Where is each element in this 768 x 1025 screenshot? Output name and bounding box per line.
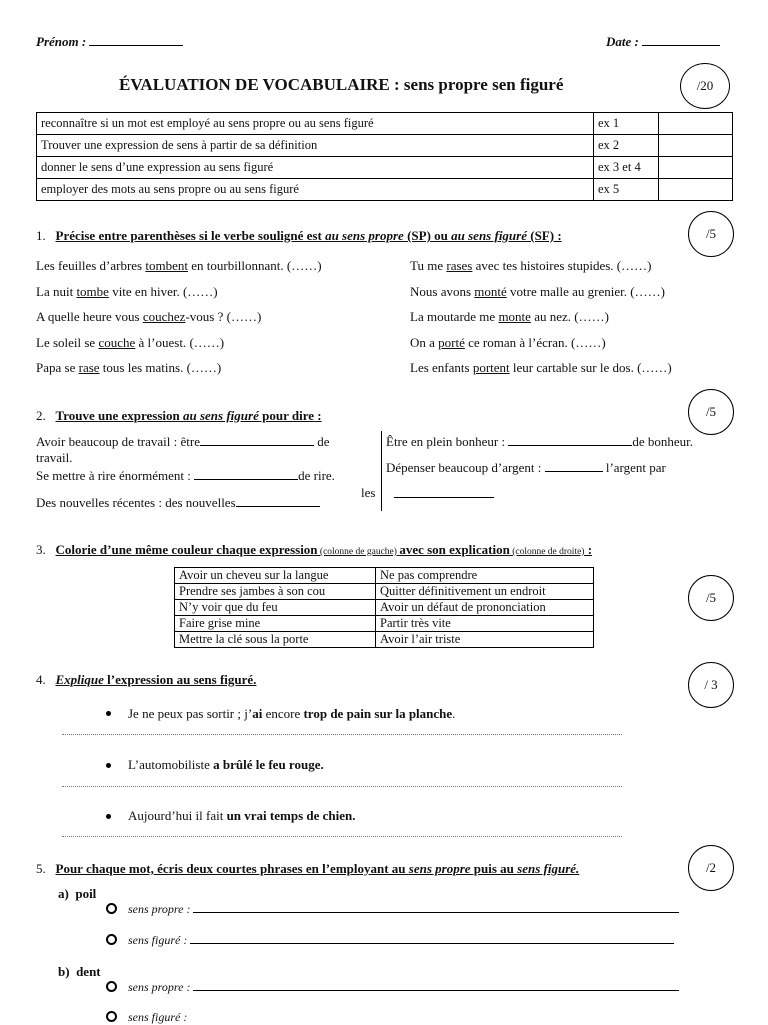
ex5-word-b: b) dent xyxy=(58,964,101,979)
answer-blank[interactable]: (……) xyxy=(186,360,222,375)
objective-ex: ex 3 et 4 xyxy=(594,157,659,179)
expression-cell[interactable]: Avoir un cheveu sur la langue xyxy=(175,568,376,584)
ex2-answer-4[interactable] xyxy=(508,445,632,446)
ex2-item-3-end: les xyxy=(361,485,376,500)
explanation-cell[interactable]: Ne pas comprendre xyxy=(376,568,594,584)
ex2-answer-5[interactable] xyxy=(545,471,603,472)
ex1-heading: 1. Précise entre parenthèses si le verbe souligné est au sens propre (SP) ou au sens figuré (SF) : xyxy=(36,228,562,243)
expression-cell[interactable]: Mettre la clé sous la porte xyxy=(175,632,376,648)
date-label: Date : xyxy=(606,34,720,50)
underlined-verb: couchez xyxy=(142,309,186,324)
ex5-heading: 5. Pour chaque mot, écris deux courtes phrases en l’employant au sens propre puis au sens figuré. xyxy=(36,861,580,876)
answer-blank[interactable]: (……) xyxy=(630,283,665,299)
ex4-answer-line-3[interactable] xyxy=(62,836,622,837)
ex5-a-propre-line[interactable] xyxy=(193,912,679,913)
ex1-sentence: On a porté ce roman à l’écran. (……) xyxy=(410,334,606,350)
ex5-a-figure: sens figuré : xyxy=(128,933,674,948)
ex2-item-1: Avoir beaucoup de travail : être de xyxy=(36,434,330,449)
ex5-title: Pour chaque mot, écris deux courtes phrases en l’employant au sens propre puis au sens figuré. xyxy=(55,861,580,876)
ex2-heading: 2. Trouve une expression au sens figuré pour dire : xyxy=(36,408,322,423)
answer-blank[interactable]: (……) xyxy=(574,309,609,324)
objective-ex: ex 5 xyxy=(594,179,659,201)
ex1-left-column xyxy=(36,258,322,386)
answer-blank[interactable]: (……) xyxy=(226,309,262,324)
ex1-sentence: Les feuilles d’arbres tombent en tourbillonnant. (……) xyxy=(36,258,322,273)
table-row xyxy=(37,179,733,201)
ex1-sentence: La nuit tombe vite en hiver. (……) xyxy=(36,283,218,299)
ex1-right-column xyxy=(410,258,672,386)
objective-ex: ex 1 xyxy=(594,113,659,135)
expression-cell[interactable]: Prendre ses jambes à son cou xyxy=(175,584,376,600)
ex5-b-propre-line[interactable] xyxy=(193,990,679,991)
circle-bullet-icon xyxy=(106,1011,117,1022)
explanation-cell[interactable]: Avoir l’air triste xyxy=(376,632,594,648)
bullet-icon xyxy=(106,711,111,716)
ex4-heading: 4. Explique l’expression au sens figuré. xyxy=(36,672,257,687)
objective-ex: ex 2 xyxy=(594,135,659,157)
underlined-verb: monté xyxy=(474,283,507,299)
ex4-item-2: L’automobiliste a brûlé le feu rouge. xyxy=(128,757,324,772)
objectives-table xyxy=(36,112,733,201)
ex4-item-1: Je ne peux pas sortir ; j’ai encore trop de pain sur la planche. xyxy=(128,706,456,721)
ex5-b-figure: sens figuré : xyxy=(128,1010,188,1024)
ex1-sentence: Nous avons monté votre malle au grenier. (……) xyxy=(410,283,665,299)
table-row xyxy=(175,632,594,648)
underlined-verb: rases xyxy=(446,258,473,273)
ex5-score-circle: /2 xyxy=(688,845,734,891)
underlined-verb: porté xyxy=(438,334,465,350)
ex3-score-circle: /5 xyxy=(688,575,734,621)
ex4-score-circle: / 3 xyxy=(688,662,734,708)
ex2-answer-1[interactable] xyxy=(200,445,314,446)
answer-blank[interactable]: (……) xyxy=(616,258,652,273)
table-row xyxy=(37,135,733,157)
ex3-title: Colorie d’une même couleur chaque expression (colonne de gauche) avec son explication (colonne de droite) : xyxy=(55,542,593,557)
ex2-item-4: Être en plein bonheur : de bonheur. xyxy=(386,434,694,449)
answer-blank[interactable]: (……) xyxy=(182,283,218,299)
ex4-answer-line-1[interactable] xyxy=(62,734,622,735)
circle-bullet-icon xyxy=(106,981,117,992)
answer-blank[interactable]: (……) xyxy=(571,334,606,350)
explanation-cell[interactable]: Quitter définitivement un endroit xyxy=(376,584,594,600)
ex2-item-2: Se mettre à rire énormément : de rire. xyxy=(36,468,335,483)
underlined-verb: portent xyxy=(472,360,510,375)
circle-bullet-icon xyxy=(106,903,117,914)
objective-score-cell[interactable] xyxy=(659,135,733,157)
table-row xyxy=(175,568,594,584)
ex2-answer-2[interactable] xyxy=(194,479,298,480)
underlined-verb: couche xyxy=(98,334,136,350)
objective-score-cell[interactable] xyxy=(659,179,733,201)
ex1-sentence: Tu me rases avec tes histoires stupides. (……) xyxy=(410,258,652,273)
prenom-label: Prénom : xyxy=(36,34,183,50)
objective-text: donner le sens d’une expression au sens figuré xyxy=(37,157,594,179)
objective-text: reconnaître si un mot est employé au sens propre ou au sens figuré xyxy=(37,113,594,135)
expression-cell[interactable]: Faire grise mine xyxy=(175,616,376,632)
bullet-icon xyxy=(106,763,111,768)
ex2-item-5-line xyxy=(394,486,494,502)
ex1-sentence: A quelle heure vous couchez-vous ? (……) xyxy=(36,309,262,324)
ex2-answer-3[interactable] xyxy=(236,506,320,507)
explanation-cell[interactable]: Partir très vite xyxy=(376,616,594,632)
explanation-cell[interactable]: Avoir un défaut de prononciation xyxy=(376,600,594,616)
ex4-item-3: Aujourd’hui il fait un vrai temps de chien. xyxy=(128,808,356,823)
circle-bullet-icon xyxy=(106,934,117,945)
ex4-answer-line-2[interactable] xyxy=(62,786,622,787)
objective-text: Trouver une expression de sens à partir de sa définition xyxy=(37,135,594,157)
ex2-title: Trouve une expression au sens figuré pour dire : xyxy=(55,408,322,423)
ex2-item-3: Des nouvelles récentes : des nouvelles xyxy=(36,495,320,511)
ex1-score-circle: /5 xyxy=(688,211,734,257)
ex5-b-propre: sens propre : xyxy=(128,980,679,995)
date-field[interactable] xyxy=(642,45,720,46)
table-row xyxy=(175,584,594,600)
answer-blank[interactable]: (……) xyxy=(189,334,225,350)
ex1-sentence: Papa se rase tous les matins. (……) xyxy=(36,360,222,375)
total-score-circle xyxy=(680,63,730,109)
ex2-item-1-end: travail. xyxy=(36,450,73,465)
page-title: ÉVALUATION DE VOCABULAIRE : sens propre sen figuré xyxy=(119,75,564,94)
ex3-table xyxy=(174,567,594,648)
underlined-verb: tombent xyxy=(145,258,188,273)
table-row xyxy=(37,157,733,179)
answer-blank[interactable]: (……) xyxy=(286,258,322,273)
ex2-item-5: Dépenser beaucoup d’argent : l’argent par xyxy=(386,460,666,475)
ex5-a-figure-line[interactable] xyxy=(190,943,674,944)
ex5-word-a: a) poil xyxy=(58,886,97,901)
total-score: /20 xyxy=(696,78,714,93)
ex1-sentence: Le soleil se couche à l’ouest. (……) xyxy=(36,334,225,350)
underlined-verb: rase xyxy=(78,360,100,375)
ex2-score-circle: /5 xyxy=(688,389,734,435)
table-row xyxy=(37,113,733,135)
objective-score-cell[interactable] xyxy=(659,113,733,135)
ex2-divider xyxy=(381,431,382,511)
ex1-sentence: Les enfants portent leur cartable sur le dos. (……) xyxy=(410,360,672,375)
objective-text: employer des mots au sens propre ou au sens figuré xyxy=(37,179,594,201)
underlined-verb: tombe xyxy=(76,283,109,299)
ex1-title: Précise entre parenthèses si le verbe souligné est au sens propre (SP) ou au sens figuré (SF) : xyxy=(55,228,562,243)
underlined-verb: monte xyxy=(498,309,531,324)
ex1-sentence: La moutarde me monte au nez. (……) xyxy=(410,309,609,324)
answer-blank[interactable]: (……) xyxy=(637,360,672,375)
bullet-icon xyxy=(106,814,111,819)
table-row xyxy=(175,600,594,616)
ex4-title: Explique l’expression au sens figuré. xyxy=(55,672,257,687)
ex5-a-propre: sens propre : xyxy=(128,902,679,917)
objective-score-cell[interactable] xyxy=(659,157,733,179)
ex2-answer-6[interactable] xyxy=(394,497,494,498)
prenom-field[interactable] xyxy=(89,45,183,46)
expression-cell[interactable]: N’y voir que du feu xyxy=(175,600,376,616)
ex3-heading: 3. Colorie d’une même couleur chaque expression (colonne de gauche) avec son explication (colonne de droite) : xyxy=(36,542,593,557)
table-row xyxy=(175,616,594,632)
